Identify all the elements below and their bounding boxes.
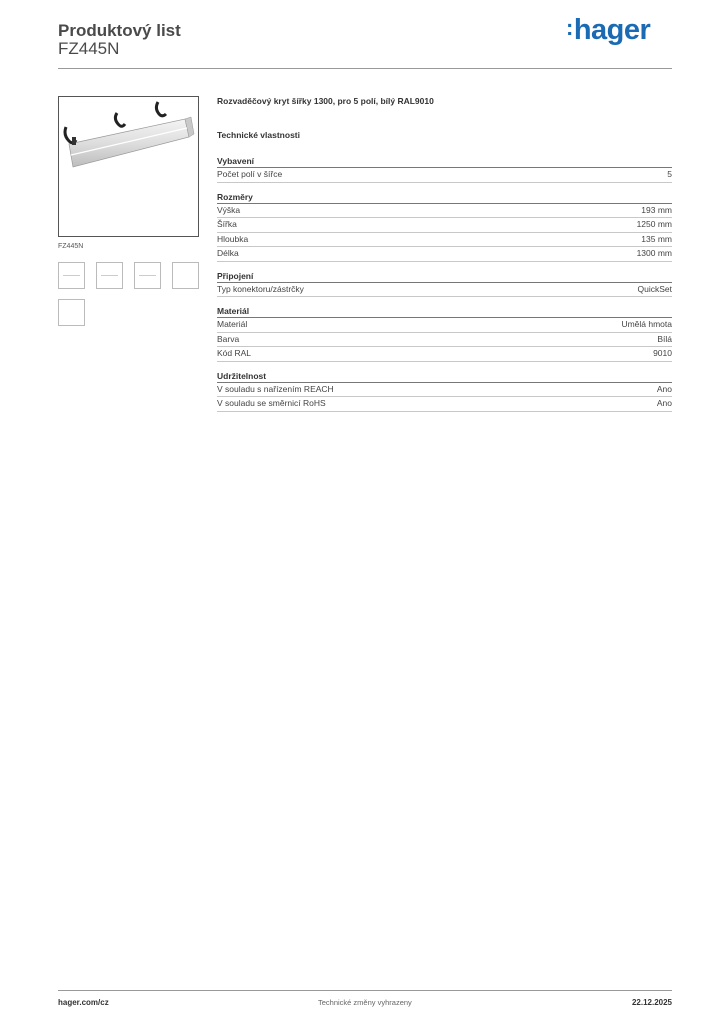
hager-logo [566, 14, 650, 47]
thumbnail-2[interactable] [96, 262, 123, 289]
spec-row [217, 397, 672, 412]
spec-label: Šířka [217, 219, 237, 229]
spec-value: Umělá hmota [621, 319, 672, 329]
spec-label: V souladu s nařízením REACH [217, 383, 334, 394]
footer-date: 22.12.2025 [631, 998, 672, 1007]
thumbnail-1[interactable] [58, 262, 85, 289]
spec-value: 9010 [653, 348, 672, 358]
spec-value: QuickSet [637, 283, 672, 294]
spec-label: Hloubka [217, 233, 249, 244]
thumbnail-5[interactable] [58, 299, 85, 326]
spec-label: Typ konektoru/zástrčky [217, 283, 304, 294]
spec-row [217, 383, 672, 398]
image-caption: FZ445N [58, 243, 84, 250]
thumbnail-3[interactable] [134, 262, 161, 289]
footer-website-link[interactable]: hager.com/cz [58, 998, 109, 1007]
product-description: Rozvaděčový kryt šířky 1300, pro 5 polí, bílý RAL9010 [217, 96, 434, 106]
spec-value: 135 mm [641, 233, 672, 244]
main-product-image[interactable] [58, 96, 199, 237]
spec-row [217, 347, 672, 362]
spec-label: Výška [217, 204, 241, 215]
logo-text: hager [573, 14, 651, 46]
footer-divider [58, 990, 672, 991]
page-title: Produktový list [58, 21, 181, 40]
spec-value: Ano [656, 383, 672, 394]
product-details [217, 96, 672, 421]
spec-row [217, 168, 672, 183]
spec-label: Délka [217, 248, 239, 258]
group-material [217, 306, 672, 362]
spec-row [217, 233, 672, 248]
group-dimensions [217, 192, 672, 262]
product-code: FZ445N [58, 39, 120, 58]
spec-label: Barva [217, 333, 240, 344]
spec-row [217, 204, 672, 219]
spec-value: 1250 mm [636, 219, 672, 229]
spec-value: 1300 mm [636, 248, 672, 258]
spec-label: V souladu se směrnicí RoHS [217, 398, 326, 408]
spec-row [217, 318, 672, 333]
group-title: Připojení [217, 271, 672, 283]
spec-row [217, 283, 672, 298]
spec-value: Ano [656, 398, 672, 408]
group-sustainability [217, 371, 672, 412]
footer-note: Technické změny vyhrazeny [318, 998, 412, 1007]
spec-row [217, 333, 672, 348]
logo-dots-icon: : [566, 15, 573, 40]
technical-properties-heading: Technické vlastnosti [217, 130, 300, 140]
group-title: Udržitelnost [217, 371, 672, 383]
group-title: Materiál [217, 306, 672, 318]
group-equipment [217, 156, 672, 183]
group-connection [217, 271, 672, 298]
thumbnail-4[interactable] [172, 262, 199, 289]
spec-row [217, 218, 672, 233]
spec-label: Kód RAL [217, 348, 252, 358]
spec-value: Bílá [657, 333, 672, 344]
spec-value: 5 [667, 169, 672, 179]
spec-row [217, 247, 672, 262]
spec-label: Materiál [217, 319, 248, 329]
group-title: Rozměry [217, 192, 672, 204]
group-title: Vybavení [217, 156, 672, 168]
cover-panel-illustration [59, 97, 198, 236]
header-divider [58, 68, 672, 69]
spec-label: Počet polí v šířce [217, 169, 283, 179]
spec-value: 193 mm [641, 204, 672, 215]
